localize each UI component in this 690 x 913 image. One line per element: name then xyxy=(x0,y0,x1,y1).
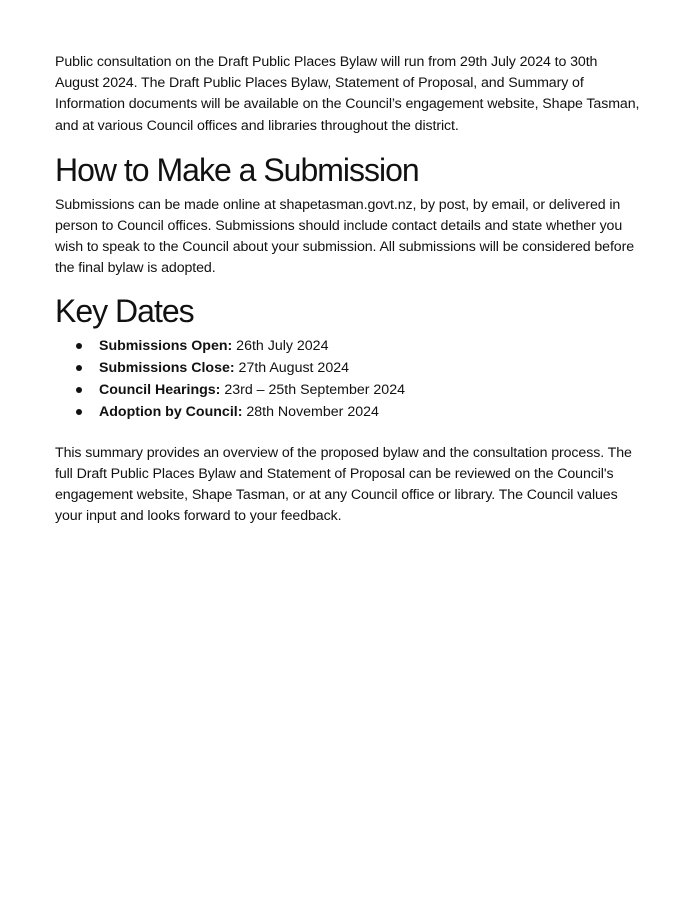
document-page xyxy=(55,52,640,527)
key-date-value: 23rd – 25th September 2024 xyxy=(220,381,405,398)
key-dates-heading: Key Dates xyxy=(55,292,194,329)
key-date-label: Submissions Close: xyxy=(99,359,235,376)
key-date-item xyxy=(76,401,640,423)
key-date-item xyxy=(76,379,640,401)
key-date-value: 28th November 2024 xyxy=(242,403,379,420)
key-date-item xyxy=(76,335,640,357)
summary-paragraph: This summary provides an overview of the proposed bylaw and the consultation process. The full Draft Public Places Bylaw and Statement of Proposal can be reviewed on the Council's engagement website, Shape Tasman, or at any Council office or library. The Council values your input and looks forward to your feedback. xyxy=(55,444,632,525)
key-date-label: Submissions Open: xyxy=(99,337,233,354)
bullet-icon xyxy=(76,343,82,349)
bullet-icon xyxy=(76,409,82,415)
key-date-item xyxy=(76,357,640,379)
bullet-icon xyxy=(76,387,82,393)
key-date-label: Council Hearings: xyxy=(99,381,221,398)
intro-paragraph: Public consultation on the Draft Public Places Bylaw will run from 29th July 2024 to 30th August 2024. The Draft Public Places Bylaw, Statement of Proposal, and Summary of Information documents will be available on the Council’s engagement website, Shape Tasman, and at various Council offices and libraries throughout the district. xyxy=(55,54,640,134)
bullet-icon xyxy=(76,365,82,371)
key-date-label: Adoption by Council: xyxy=(99,403,243,420)
key-date-value: 27th August 2024 xyxy=(234,359,349,376)
submission-heading: How to Make a Submission xyxy=(55,151,419,188)
key-dates-list xyxy=(55,335,640,423)
key-date-value: 26th July 2024 xyxy=(232,337,329,354)
submission-paragraph: Submissions can be made online at shapetasman.govt.nz, by post, by email, or delivered in person to Council offices. Submissions should include contact details and state whether you wish to speak to the Council about your submission. All submissions will be considered before the final bylaw is adopted. xyxy=(55,196,634,277)
